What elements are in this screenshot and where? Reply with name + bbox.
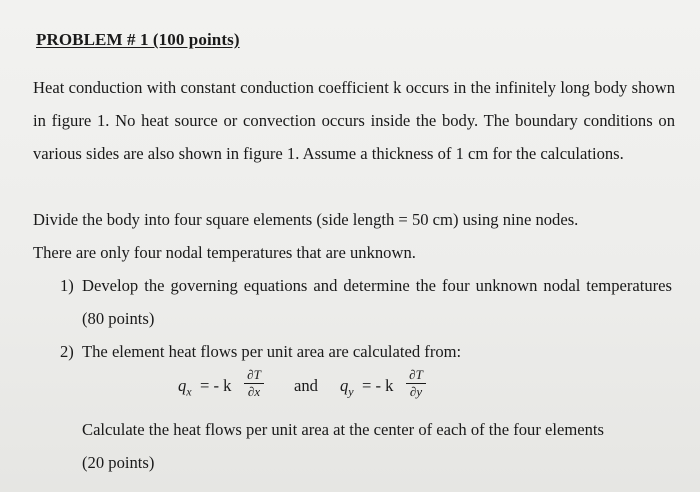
qx-derivative: ∂T ∂x <box>244 368 264 399</box>
problem-title: PROBLEM # 1 (100 points) <box>36 30 240 49</box>
final-task-line-1: Calculate the heat flows per unit area at the center of each of the four elements <box>82 420 604 439</box>
equation-and: and <box>294 376 318 395</box>
task-number-1: 1) <box>60 276 74 295</box>
qy-equals: = - k <box>362 376 394 395</box>
instruction-line-2: There are only four nodal temperatures that are unknown. <box>33 243 416 262</box>
problem-description: Heat conduction with constant conduction coefficient k occurs in the infinitely long body shown in figure 1. No heat source or convection occurs inside the body. The boundary conditions on various sides are also shown in figure 1. Assume a thickness of 1 cm for the calculations. <box>33 78 675 163</box>
final-task-points: (20 points) <box>82 453 155 472</box>
heat-flow-equations <box>178 363 478 413</box>
instruction-line-1: Divide the body into four square elements (side length = 50 cm) using nine nodes. <box>33 210 579 229</box>
qy-label: $q_y$ <box>340 376 354 399</box>
task-number-2: 2) <box>60 342 74 361</box>
qx-label: $q_x$ <box>178 376 192 399</box>
final-task <box>82 413 682 479</box>
task-item-1 <box>60 269 672 335</box>
task-text-2: The element heat flows per unit area are calculated from: <box>82 342 462 361</box>
task-text-1: Develop the governing equations and determine the four unknown nodal temperatures (80 points) <box>82 276 672 328</box>
qy-derivative: ∂T ∂y <box>406 368 426 399</box>
element-instructions <box>33 203 675 269</box>
qx-equals: = - k <box>200 376 232 395</box>
